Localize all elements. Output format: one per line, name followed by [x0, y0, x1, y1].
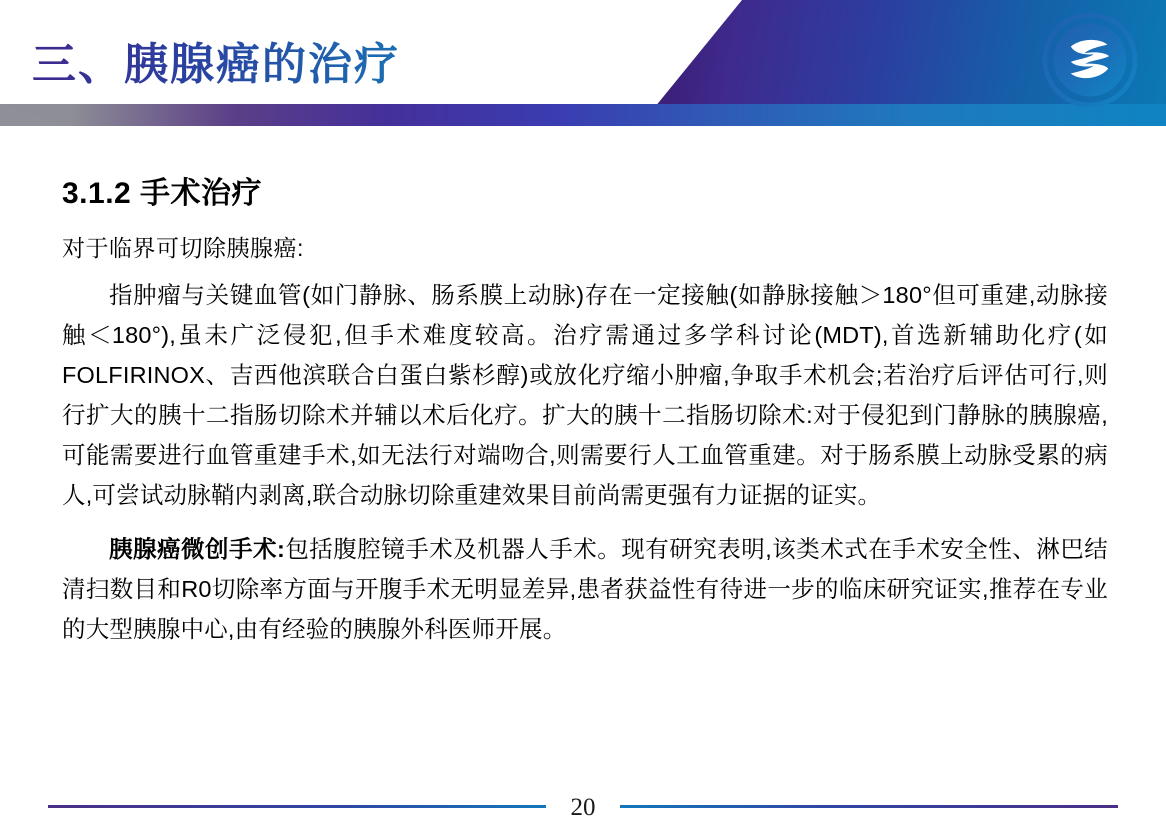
paragraph-minimally-invasive [62, 529, 1108, 649]
slide-body [62, 168, 1108, 663]
section-heading: 3.1.2 手术治疗 [62, 177, 263, 210]
header-stripe-gradient [0, 104, 1166, 126]
slide-footer [0, 790, 1166, 824]
slide-header [0, 0, 1166, 138]
page-title: 三、胰腺癌的治疗 [32, 28, 400, 92]
paragraph-borderline-resectable: 指肿瘤与关键血管(如门静脉、肠系膜上动脉)存在一定接触(如静脉接触＞180°但可重建,动脉接触＜180°),虽未广泛侵犯,但手术难度较高。治疗需通过多学科讨论(MDT),首选新辅助化疗(如FOLFIRINOX、吉西他滨联合白蛋白紫杉醇)或放化疗缩小肿瘤,争取手术机会;若治疗后评估可行,则行扩大的胰十二指肠切除术并辅以术后化疗。扩大的胰十二指肠切除术:对于侵犯到门静脉的胰腺癌,可能需要进行血管重建手术,如无法行对端吻合,则需要行人工血管重建。对于肠系膜上动脉受累的病人,可尝试动脉鞘内剥离,联合动脉切除重建效果目前尚需更强有力证据的证实。 [62, 282, 1108, 508]
paragraph-minimally-invasive-rest: 包括腹腔镜手术及机器人手术。现有研究表明,该类术式在手术安全性、淋巴结清扫数目和R0切除率方面与开腹手术无明显差异,患者获益性有待进一步的临床研究证实,推荐在专业的大型胰腺中心,由有经验的胰腺外科医师开展。 [62, 536, 1108, 642]
hospital-logo [1042, 12, 1138, 108]
page-number: 20 [570, 794, 596, 821]
paragraph-minimally-invasive-lead: 胰腺癌微创手术: [109, 536, 286, 562]
lead-line: 对于临界可切除胰腺癌: [62, 235, 304, 261]
